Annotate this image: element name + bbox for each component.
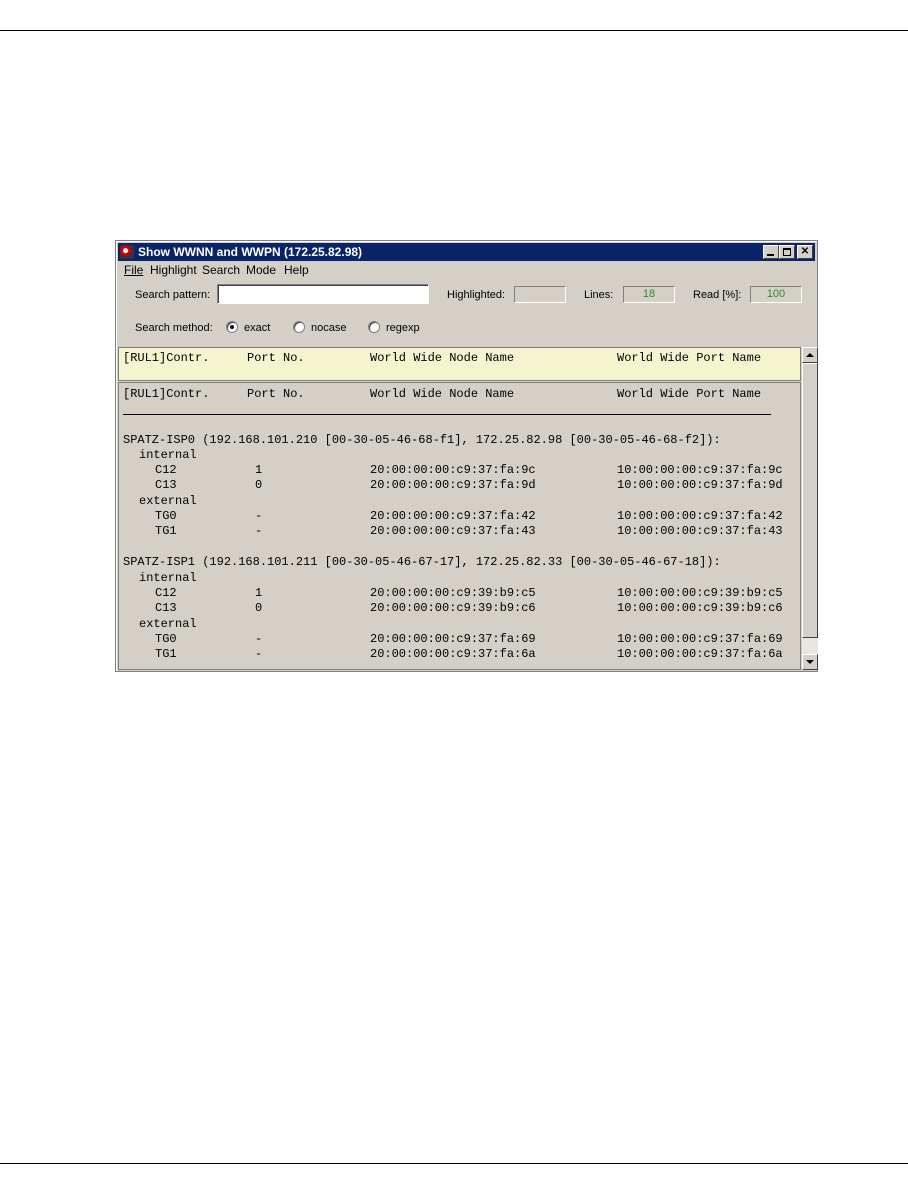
radio-regexp-label[interactable]: regexp	[386, 322, 420, 334]
row-wwpn: 10:00:00:00:c9:37:fa:9c	[617, 463, 783, 477]
row-contr: C13	[155, 601, 177, 615]
row-contr: TG1	[155, 524, 177, 538]
output-header-wwpn: World Wide Port Name	[617, 387, 762, 401]
menu-file[interactable]: File	[124, 263, 144, 277]
radio-regexp[interactable]	[368, 321, 380, 333]
app-icon[interactable]	[120, 245, 134, 259]
group-heading: SPATZ-ISP0 (192.168.101.210 [00-30-05-46-68-f1], 172.25.82.98 [00-30-05-46-68-f2]):	[123, 433, 721, 447]
window-title: Show WWNN and WWPN (172.25.82.98)	[138, 245, 363, 259]
row-port: -	[255, 647, 263, 661]
row-port: -	[255, 524, 263, 538]
radio-exact-label[interactable]: exact	[244, 322, 271, 334]
row-wwnn: 20:00:00:00:c9:37:fa:42	[370, 509, 536, 523]
radio-exact[interactable]	[226, 321, 238, 333]
output-header-port-no: Port No.	[247, 387, 305, 401]
row-wwnn: 20:00:00:00:c9:37:fa:43	[370, 524, 536, 538]
section-label: external	[139, 617, 197, 631]
read-percent-label: Read [%]:	[693, 289, 742, 301]
vertical-scrollbar[interactable]	[802, 347, 818, 670]
output-text-pane[interactable]	[118, 382, 801, 670]
section-label: internal	[139, 448, 197, 462]
output-separator	[123, 414, 771, 415]
row-contr: C12	[155, 586, 177, 600]
header-port-no: Port No.	[247, 351, 305, 365]
output-header-contr: [RUL1]Contr.	[123, 387, 210, 401]
group-heading: SPATZ-ISP1 (192.168.101.211 [00-30-05-46-67-17], 172.25.82.33 [00-30-05-46-67-18]):	[123, 555, 721, 569]
search-method-label: Search method:	[135, 322, 213, 334]
row-contr: TG0	[155, 632, 177, 646]
row-wwpn: 10:00:00:00:c9:37:fa:9d	[617, 478, 783, 492]
row-wwnn: 20:00:00:00:c9:37:fa:69	[370, 632, 536, 646]
row-wwpn: 10:00:00:00:c9:37:fa:6a	[617, 647, 783, 661]
row-wwpn: 10:00:00:00:c9:37:fa:42	[617, 509, 783, 523]
row-wwnn: 20:00:00:00:c9:39:b9:c6	[370, 601, 536, 615]
row-port: 0	[255, 601, 263, 615]
row-port: -	[255, 632, 263, 646]
search-pattern-input[interactable]	[217, 284, 429, 304]
row-port: 0	[255, 478, 263, 492]
lines-count-field: 18	[623, 286, 675, 303]
radio-nocase-label[interactable]: nocase	[311, 322, 347, 334]
column-header-pane	[118, 347, 801, 381]
read-percent-field: 100	[750, 286, 802, 303]
row-wwpn: 10:00:00:00:c9:37:fa:43	[617, 524, 783, 538]
row-wwpn: 10:00:00:00:c9:39:b9:c6	[617, 601, 783, 615]
menu-highlight[interactable]: Highlight	[150, 263, 197, 277]
menu-help[interactable]: Help	[284, 263, 309, 277]
row-port: 1	[255, 586, 263, 600]
show-wwnn-wwpn-window	[115, 240, 818, 672]
row-wwnn: 20:00:00:00:c9:37:fa:9d	[370, 478, 536, 492]
row-port: -	[255, 509, 263, 523]
radio-nocase[interactable]	[293, 321, 305, 333]
row-wwnn: 20:00:00:00:c9:39:b9:c5	[370, 586, 536, 600]
minimize-button[interactable]	[763, 245, 779, 259]
scroll-up-arrow-icon[interactable]	[802, 347, 818, 363]
highlighted-label: Highlighted:	[447, 289, 506, 301]
row-wwnn: 20:00:00:00:c9:37:fa:6a	[370, 647, 536, 661]
row-port: 1	[255, 463, 263, 477]
page-top-rule	[0, 30, 908, 31]
output-header-wwnn: World Wide Node Name	[370, 387, 515, 401]
row-contr: C12	[155, 463, 177, 477]
menu-search[interactable]: Search	[202, 263, 241, 277]
menu-mode[interactable]: Mode	[246, 263, 277, 277]
section-label: external	[139, 494, 197, 508]
row-wwpn: 10:00:00:00:c9:39:b9:c5	[617, 586, 783, 600]
maximize-button[interactable]	[779, 245, 795, 259]
search-pattern-label: Search pattern:	[135, 289, 211, 301]
close-button[interactable]: ✕	[797, 245, 813, 259]
title-bar[interactable]	[118, 243, 815, 261]
page-bottom-rule	[0, 1163, 908, 1164]
header-wwpn: World Wide Port Name	[617, 351, 762, 365]
header-contr: [RUL1]Contr.	[123, 351, 210, 365]
row-wwnn: 20:00:00:00:c9:37:fa:9c	[370, 463, 536, 477]
row-contr: TG0	[155, 509, 177, 523]
scroll-thumb[interactable]	[802, 363, 818, 638]
lines-label: Lines:	[584, 289, 614, 301]
row-contr: C13	[155, 478, 177, 492]
row-contr: TG1	[155, 647, 177, 661]
highlighted-count-field	[514, 286, 566, 303]
scroll-down-arrow-icon[interactable]	[802, 654, 818, 670]
row-wwpn: 10:00:00:00:c9:37:fa:69	[617, 632, 783, 646]
section-label: internal	[139, 571, 197, 585]
header-wwnn: World Wide Node Name	[370, 351, 515, 365]
